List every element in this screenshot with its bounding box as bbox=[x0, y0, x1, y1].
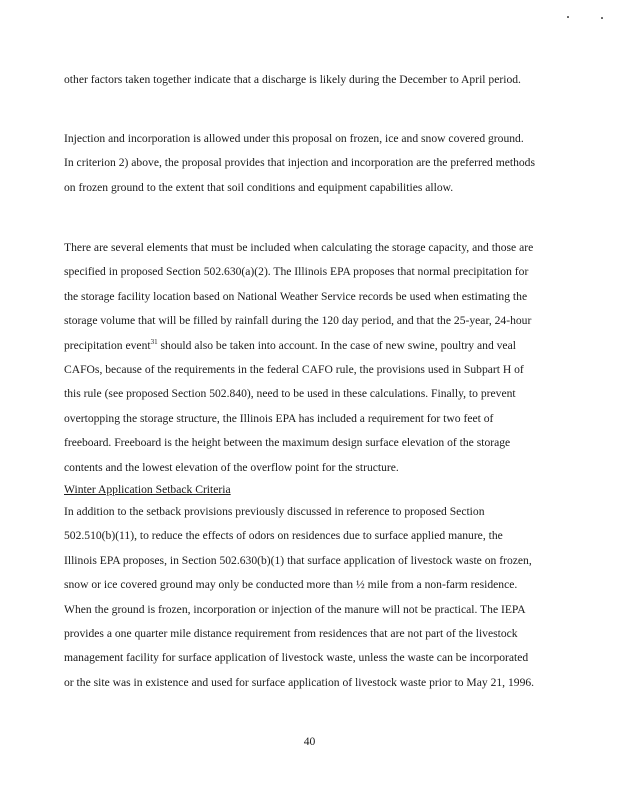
paragraph-frozen-ground: Injection and incorporation is allowed under this proposal on frozen, ice and snow covered ground. In criterion 2) above, the proposal provides that injection and incorporation are the preferred methods on frozen ground to the extent that soil conditions and equipment capabilities allow. bbox=[64, 132, 535, 194]
paragraph-storage-capacity bbox=[64, 236, 536, 480]
paragraph-winter-setback: In addition to the setback provisions previously discussed in reference to proposed Section 502.510(b)(11), to reduce the effects of odors on residences due to surface applied manure, the Illinois EPA proposes, in Section 502.630(b)(1) that surface application of livestock waste on frozen, snow or ice covered ground may only be conducted more than ½ mile from a non-farm residence. When the ground is frozen, incorporation or injection of the manure will not be practical. The IEPA provides a one quarter mile distance requirement from residences that are not part of the livestock management facility for surface application of livestock waste, unless the waste can be incorporated or the site was in existence and used for surface application of livestock waste prior to May 21, 1996. bbox=[64, 505, 535, 689]
section-heading: Winter Application Setback Criteria bbox=[64, 483, 231, 496]
storage-text-part2: should also be taken into account. In the case of new swine, poultry and veal CAFOs, because of the requirements in the federal CAFO rule, the provisions used in Subpart H of this rule (see proposed Section 502.840), need to be used in these calculations. Finally, to prevent overtopping the storage structure, the Illinois EPA has included a requirement for two feet of freeboard. Freeboard is the height between the maximum design surface elevation of the storage contents and the lowest elevation of the overflow point for the structure. bbox=[64, 338, 524, 474]
footnote-reference: 31 bbox=[150, 337, 158, 346]
page-number: 40 bbox=[303, 735, 316, 748]
storage-text-part1: There are several elements that must be included when calculating the storage capacity, and those are specified in proposed Section 502.630(a)(2). The Illinois EPA proposes that normal precipitation for the storage facility location based on National Weather Service records be used when estimating the storage volume that will be filled by rainfall during the 120 day period, and that the 25-year, 24-hour precipitation event bbox=[64, 241, 534, 352]
paragraph-continuation: other factors taken together indicate that a discharge is likely during the December to April period. bbox=[64, 73, 521, 86]
scan-speck bbox=[567, 16, 569, 18]
scan-speck bbox=[601, 17, 603, 19]
